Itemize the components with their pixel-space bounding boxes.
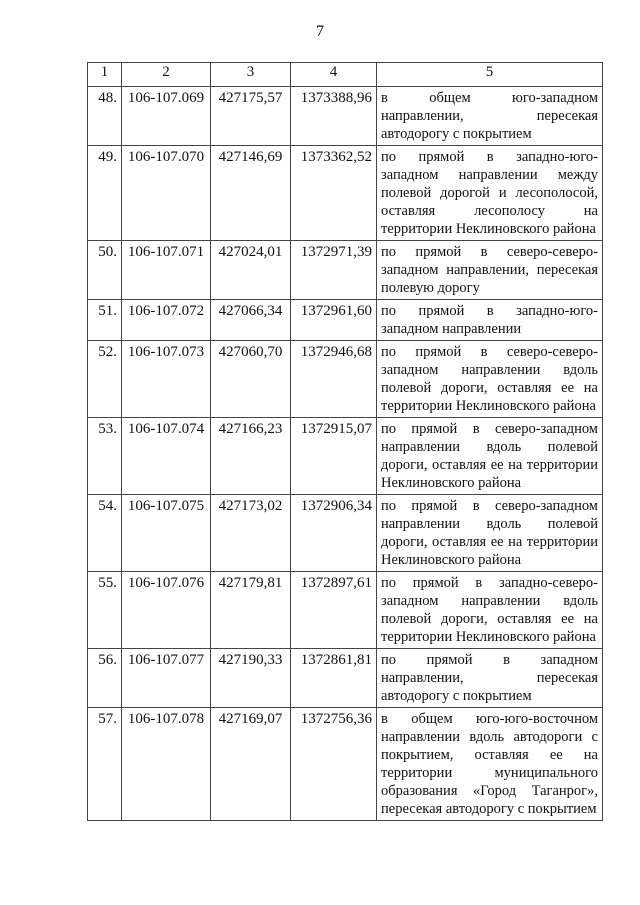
- table-row: [88, 418, 603, 495]
- row-number-cell: 57.: [88, 708, 122, 821]
- column-header: 5: [377, 63, 603, 87]
- row-number-cell: 55.: [88, 572, 122, 649]
- point-code-cell: 106-107.076: [122, 572, 211, 649]
- column-header: 1: [88, 63, 122, 87]
- boundary-description-cell: по прямой в северо-северо-западном направлении, пересекая полевую дорогу: [377, 241, 603, 300]
- point-code-cell: 106-107.075: [122, 495, 211, 572]
- row-number-cell: 54.: [88, 495, 122, 572]
- table-row: [88, 241, 603, 300]
- y-coordinate-cell: 1372971,39: [291, 241, 377, 300]
- y-coordinate-cell: 1372756,36: [291, 708, 377, 821]
- table-row: [88, 572, 603, 649]
- boundary-description-cell: по прямой в западно-юго-западном направлении: [377, 300, 603, 341]
- boundary-description-cell: по прямой в северо-северо-западном направлении вдоль полевой дороги, оставляя ее на территории Неклиновского района: [377, 341, 603, 418]
- x-coordinate-cell: 427173,02: [211, 495, 291, 572]
- row-number-cell: 50.: [88, 241, 122, 300]
- column-header: 3: [211, 63, 291, 87]
- y-coordinate-cell: 1373362,52: [291, 146, 377, 241]
- point-code-cell: 106-107.072: [122, 300, 211, 341]
- point-code-cell: 106-107.074: [122, 418, 211, 495]
- boundary-description-cell: по прямой в северо-западном направлении вдоль полевой дороги, оставляя ее на территории Неклиновского района: [377, 495, 603, 572]
- table-row: [88, 708, 603, 821]
- point-code-cell: 106-107.071: [122, 241, 211, 300]
- x-coordinate-cell: 427146,69: [211, 146, 291, 241]
- x-coordinate-cell: 427175,57: [211, 87, 291, 146]
- boundary-description-cell: по прямой в западно-северо-западном направлении вдоль полевой дороги, оставляя ее на территории Неклиновского района: [377, 572, 603, 649]
- table-row: [88, 341, 603, 418]
- boundary-description-cell: по прямой в западно-юго-западном направлении между полевой дорогой и лесополосой, оставляя лесополосу на территории Неклиновского района: [377, 146, 603, 241]
- point-code-cell: 106-107.070: [122, 146, 211, 241]
- boundary-description-cell: в общем юго-западном направлении, пересекая автодорогу с покрытием: [377, 87, 603, 146]
- x-coordinate-cell: 427166,23: [211, 418, 291, 495]
- row-number-cell: 48.: [88, 87, 122, 146]
- x-coordinate-cell: 427190,33: [211, 649, 291, 708]
- y-coordinate-cell: 1372897,61: [291, 572, 377, 649]
- table-row: [88, 495, 603, 572]
- y-coordinate-cell: 1373388,96: [291, 87, 377, 146]
- x-coordinate-cell: 427024,01: [211, 241, 291, 300]
- row-number-cell: 56.: [88, 649, 122, 708]
- x-coordinate-cell: 427060,70: [211, 341, 291, 418]
- table-row: [88, 649, 603, 708]
- row-number-cell: 53.: [88, 418, 122, 495]
- table-row: [88, 146, 603, 241]
- table-header-row: [88, 63, 603, 87]
- row-number-cell: 51.: [88, 300, 122, 341]
- column-header: 4: [291, 63, 377, 87]
- point-code-cell: 106-107.069: [122, 87, 211, 146]
- boundary-description-cell: по прямой в северо-западном направлении вдоль полевой дороги, оставляя ее на территории Неклиновского района: [377, 418, 603, 495]
- column-header: 2: [122, 63, 211, 87]
- row-number-cell: 49.: [88, 146, 122, 241]
- x-coordinate-cell: 427179,81: [211, 572, 291, 649]
- x-coordinate-cell: 427066,34: [211, 300, 291, 341]
- y-coordinate-cell: 1372861,81: [291, 649, 377, 708]
- page-number: 7: [316, 23, 324, 40]
- boundary-description-cell: в общем юго-юго-восточном направлении вдоль автодороги с покрытием, оставляя ее на территории муниципального образования «Город Таганрог», пересекая автодорогу с покрытием: [377, 708, 603, 821]
- y-coordinate-cell: 1372961,60: [291, 300, 377, 341]
- table-row: [88, 300, 603, 341]
- row-number-cell: 52.: [88, 341, 122, 418]
- point-code-cell: 106-107.073: [122, 341, 211, 418]
- y-coordinate-cell: 1372915,07: [291, 418, 377, 495]
- boundary-points-table: [87, 62, 603, 821]
- point-code-cell: 106-107.078: [122, 708, 211, 821]
- point-code-cell: 106-107.077: [122, 649, 211, 708]
- table-row: [88, 87, 603, 146]
- y-coordinate-cell: 1372906,34: [291, 495, 377, 572]
- y-coordinate-cell: 1372946,68: [291, 341, 377, 418]
- x-coordinate-cell: 427169,07: [211, 708, 291, 821]
- boundary-description-cell: по прямой в западном направлении, пересекая автодорогу с покрытием: [377, 649, 603, 708]
